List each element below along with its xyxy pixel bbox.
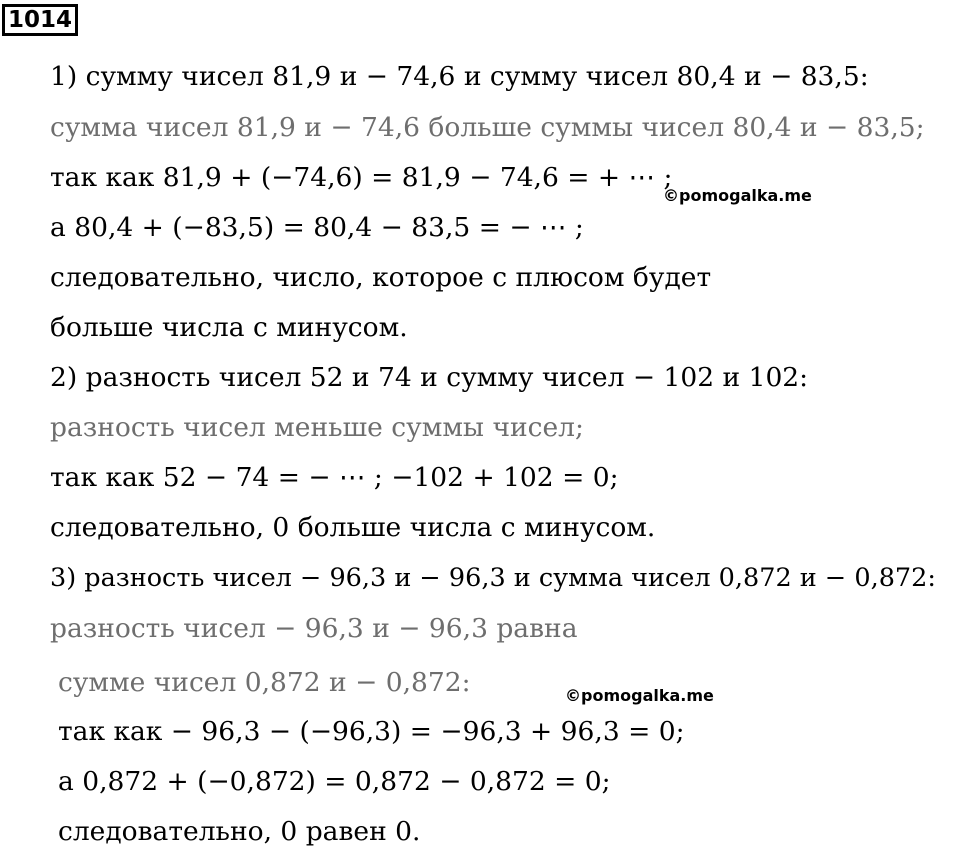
watermark: ©pomogalka.me <box>663 186 812 205</box>
part3-conclusion: следовательно, 0 равен 0. <box>58 816 421 847</box>
part1-heading: 1) сумму чисел 81,9 и − 74,6 и сумму чисел 80,4 и − 83,5: <box>50 61 869 92</box>
part1-answer: сумма чисел 81,9 и − 74,6 больше суммы чисел 80,4 и − 83,5; <box>50 112 925 143</box>
part3-calc-1: так как − 96,3 − (−96,3) = −96,3 + 96,3 = 0; <box>58 716 685 747</box>
part2-conclusion: следовательно, 0 больше числа с минусом. <box>50 512 656 543</box>
watermark: ©pomogalka.me <box>565 686 714 705</box>
part2-heading: 2) разность чисел 52 и 74 и сумму чисел − 102 и 102: <box>50 362 809 393</box>
part1-calc-2: а 80,4 + (−83,5) = 80,4 − 83,5 = − ⋯ ; <box>50 212 584 243</box>
part3-calc-2: а 0,872 + (−0,872) = 0,872 − 0,872 = 0; <box>58 766 611 797</box>
part3-heading: 3) разность чисел − 96,3 и − 96,3 и сумма чисел 0,872 и − 0,872: <box>50 563 936 593</box>
part3-answer-1: разность чисел − 96,3 и − 96,3 равна <box>50 613 578 644</box>
part2-answer: разность чисел меньше суммы чисел; <box>50 412 584 443</box>
task-number: 1014 <box>2 4 78 36</box>
part3-answer-2: сумме чисел 0,872 и − 0,872: <box>58 667 471 698</box>
part1-calc-1: так как 81,9 + (−74,6) = 81,9 − 74,6 = + ⋯ ; <box>50 162 673 193</box>
part1-conclusion-1: следовательно, число, которое с плюсом будет <box>50 262 712 293</box>
part2-calc: так как 52 − 74 = − ⋯ ; −102 + 102 = 0; <box>50 462 619 493</box>
part1-conclusion-2: больше числа с минусом. <box>50 312 408 343</box>
